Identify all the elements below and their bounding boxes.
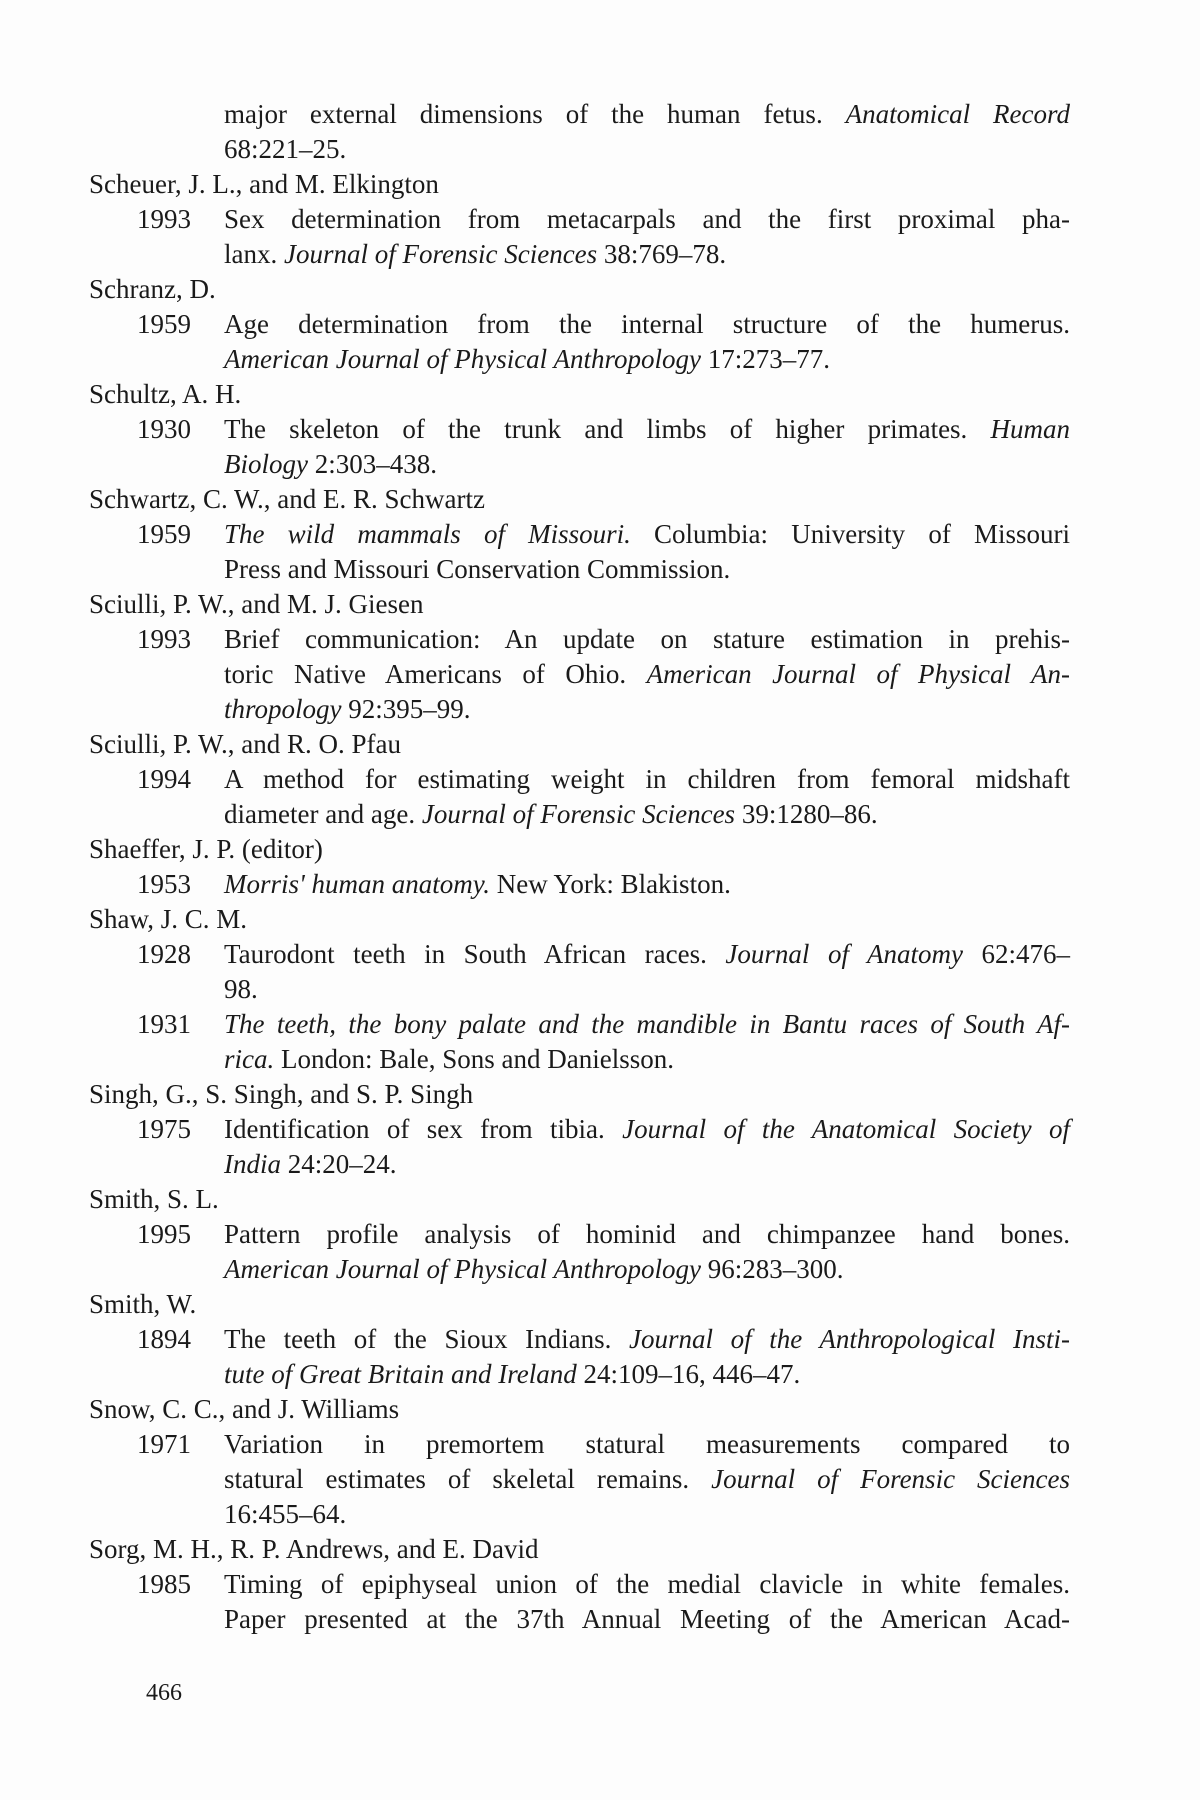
- reference-text-line: [224, 657, 1070, 692]
- reference-text-line: [224, 1042, 1070, 1077]
- reference-author-line: [89, 587, 424, 622]
- reference-year: 1931: [137, 1009, 191, 1039]
- reference-text-line: [224, 692, 1070, 727]
- text-segment: 98.: [224, 974, 258, 1004]
- text-segment: Age determination from the internal structure of the humerus.: [224, 309, 1070, 339]
- text-segment: New York: Blakiston.: [490, 869, 731, 899]
- italic-title-segment: American Journal of Physical Anthropology: [224, 344, 701, 374]
- text-segment: The skeleton of the trunk and limbs of higher primates.: [224, 414, 991, 444]
- reference-text-line: [224, 1357, 1070, 1392]
- text-segment: lanx.: [224, 239, 284, 269]
- italic-title-segment: Journal of Forensic Sciences: [421, 799, 736, 829]
- text-segment: 38:769–78.: [597, 239, 727, 269]
- text-segment: Pattern profile analysis of hominid and chimpanzee hand bones.: [224, 1219, 1070, 1249]
- reference-text-line: [224, 1427, 1070, 1462]
- text-segment: Schwartz, C. W., and E. R. Schwartz: [89, 484, 485, 514]
- reference-text-line: [224, 797, 1070, 832]
- italic-title-segment: Biology: [224, 449, 308, 479]
- reference-year: 1995: [137, 1219, 191, 1249]
- text-segment: Variation in premortem statural measurements compared to: [224, 1429, 1070, 1459]
- text-segment: Sciulli, P. W., and R. O. Pfau: [89, 729, 402, 759]
- reference-year: 1959: [137, 519, 191, 549]
- reference-year: 1993: [137, 624, 191, 654]
- reference-text-line: [224, 447, 1070, 482]
- text-segment: Smith, W.: [89, 1289, 197, 1319]
- italic-title-segment: Journal of the Anatomical Society of: [622, 1114, 1070, 1144]
- text-segment: Sex determination from metacarpals and the first proximal pha-: [224, 204, 1070, 234]
- text-segment: Shaeffer, J. P. (editor): [89, 834, 323, 864]
- text-segment: Smith, S. L.: [89, 1184, 219, 1214]
- text-segment: Paper presented at the 37th Annual Meeting of the American Acad-: [224, 1604, 1070, 1634]
- reference-year: 1971: [137, 1429, 191, 1459]
- reference-text-line: [224, 307, 1070, 342]
- text-segment: London: Bale, Sons and Danielsson.: [274, 1044, 674, 1074]
- text-segment: 17:273–77.: [700, 344, 830, 374]
- reference-text-line: [224, 517, 1070, 552]
- text-segment: Schranz, D.: [89, 274, 216, 304]
- italic-title-segment: Morris' human anatomy.: [224, 869, 491, 899]
- reference-author-line: [89, 482, 485, 517]
- reference-text-line: [224, 867, 1070, 902]
- text-segment: Shaw, J. C. M.: [89, 904, 248, 934]
- italic-title-segment: thropology: [224, 694, 342, 724]
- text-segment: Columbia: University of Missouri: [630, 519, 1070, 549]
- italic-title-segment: tute of Great Britain and Ireland: [224, 1359, 577, 1389]
- reference-text-line: [224, 1112, 1070, 1147]
- reference-text-line: [224, 132, 1070, 167]
- reference-text-line: [224, 1602, 1070, 1637]
- reference-text-line: [224, 1462, 1070, 1497]
- reference-author-line: [89, 377, 241, 412]
- text-segment: 92:395–99.: [341, 694, 471, 724]
- reference-year: 1959: [137, 309, 191, 339]
- reference-year: 1994: [137, 764, 191, 794]
- text-segment: 16:455–64.: [224, 1499, 347, 1529]
- reference-year: 1953: [137, 869, 191, 899]
- reference-author-line: [89, 1182, 219, 1217]
- reference-author-line: [89, 1077, 473, 1112]
- text-segment: 62:476–: [962, 939, 1070, 969]
- text-segment: 2:303–438.: [307, 449, 437, 479]
- text-segment: toric Native Americans of Ohio.: [224, 659, 647, 689]
- italic-title-segment: Anatomical Record: [845, 99, 1070, 129]
- italic-title-segment: The wild mammals of Missouri.: [224, 519, 631, 549]
- text-segment: Identification of sex from tibia.: [224, 1114, 623, 1144]
- reference-author-line: [89, 832, 323, 867]
- reference-text-line: [224, 937, 1070, 972]
- text-segment: diameter and age.: [224, 799, 422, 829]
- reference-text-line: [224, 202, 1070, 237]
- reference-author-line: [89, 727, 401, 762]
- reference-text-line: [224, 762, 1070, 797]
- reference-year: 1985: [137, 1569, 191, 1599]
- reference-author-line: [89, 1532, 539, 1567]
- reference-year: 1930: [137, 414, 191, 444]
- reference-text-line: [224, 552, 1070, 587]
- italic-title-segment: rica.: [224, 1044, 275, 1074]
- reference-author-line: [89, 1287, 196, 1322]
- page-number: 466: [146, 1680, 182, 1706]
- reference-author-line: [89, 1392, 399, 1427]
- text-segment: Sorg, M. H., R. P. Andrews, and E. David: [89, 1534, 539, 1564]
- text-segment: Scheuer, J. L., and M. Elkington: [89, 169, 439, 199]
- italic-title-segment: Journal of the Anthropological Insti-: [628, 1324, 1070, 1354]
- reference-text-line: [224, 1567, 1070, 1602]
- text-segment: Sciulli, P. W., and M. J. Giesen: [89, 589, 424, 619]
- reference-author-line: [89, 272, 216, 307]
- italic-title-segment: American Journal of Physical Anthropology: [224, 1254, 701, 1284]
- reference-year: 1928: [137, 939, 191, 969]
- italic-title-segment: India: [224, 1149, 281, 1179]
- text-segment: 68:221–25.: [224, 134, 347, 164]
- text-segment: Press and Missouri Conservation Commission.: [224, 554, 731, 584]
- italic-title-segment: American Journal of Physical An-: [646, 659, 1070, 689]
- reference-year: 1894: [137, 1324, 191, 1354]
- text-segment: 24:109–16, 446–47.: [576, 1359, 801, 1389]
- text-segment: Timing of epiphyseal union of the medial clavicle in white females.: [224, 1569, 1070, 1599]
- reference-year: 1975: [137, 1114, 191, 1144]
- reference-text-line: [224, 412, 1070, 447]
- text-segment: Brief communication: An update on stature estimation in prehis-: [224, 624, 1070, 654]
- reference-author-line: [89, 902, 247, 937]
- reference-author-line: [89, 167, 439, 202]
- reference-text-line: [224, 1322, 1070, 1357]
- text-segment: major external dimensions of the human fetus.: [224, 99, 846, 129]
- italic-title-segment: Human: [990, 414, 1070, 444]
- reference-text-line: [224, 1497, 1070, 1532]
- reference-text-line: [224, 972, 1070, 1007]
- reference-text-line: [224, 1147, 1070, 1182]
- italic-title-segment: The teeth, the bony palate and the mandible in Bantu races of South Af-: [224, 1009, 1070, 1039]
- text-segment: A method for estimating weight in children from femoral midshaft: [224, 764, 1070, 794]
- text-segment: Schultz, A. H.: [89, 379, 242, 409]
- text-segment: Taurodont teeth in South African races.: [224, 939, 726, 969]
- text-segment: Singh, G., S. Singh, and S. P. Singh: [89, 1079, 474, 1109]
- text-segment: Snow, C. C., and J. Williams: [89, 1394, 400, 1424]
- reference-text-line: [224, 342, 1070, 377]
- italic-title-segment: Journal of Forensic Sciences: [284, 239, 598, 269]
- italic-title-segment: Journal of Anatomy: [725, 939, 963, 969]
- text-segment: 39:1280–86.: [735, 799, 878, 829]
- reference-text-line: [224, 97, 1070, 132]
- reference-year: 1993: [137, 204, 191, 234]
- reference-text-line: [224, 1217, 1070, 1252]
- text-segment: statural estimates of skeletal remains.: [224, 1464, 712, 1494]
- reference-text-line: [224, 1007, 1070, 1042]
- reference-text-line: [224, 1252, 1070, 1287]
- reference-text-line: [224, 237, 1070, 272]
- text-segment: 24:20–24.: [281, 1149, 397, 1179]
- text-segment: The teeth of the Sioux Indians.: [224, 1324, 629, 1354]
- italic-title-segment: Journal of Forensic Sciences: [711, 1464, 1070, 1494]
- text-segment: 96:283–300.: [700, 1254, 844, 1284]
- reference-text-line: [224, 622, 1070, 657]
